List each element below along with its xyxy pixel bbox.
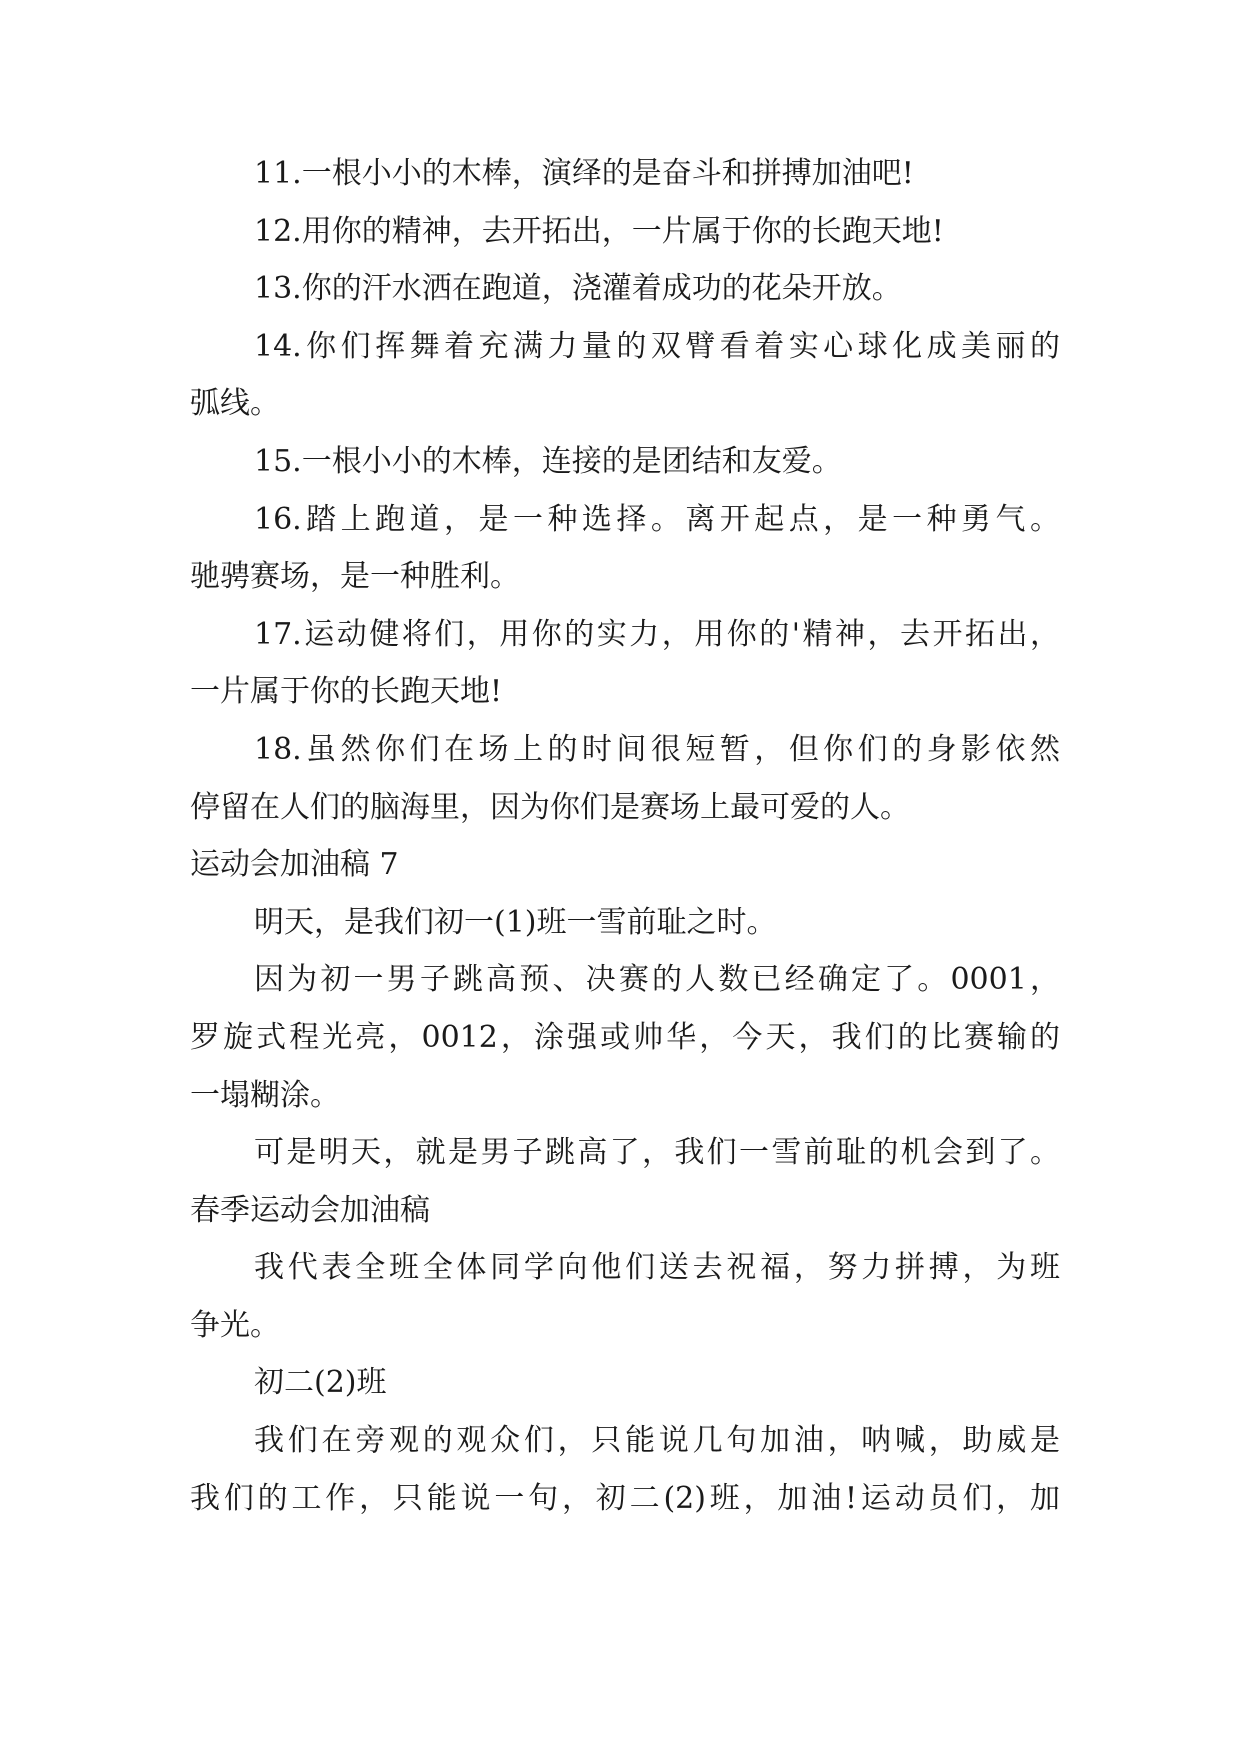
text-line: 一片属于你的长跑天地! — [190, 674, 503, 710]
text-line: 11.一根小小的木棒，演绎的是奋斗和拼搏加油吧! — [254, 156, 914, 191]
text-line: 初二(2)班 — [254, 1365, 387, 1401]
text-line: 14.你们挥舞着充满力量的双臂看着实心球化成美丽的 — [254, 328, 1060, 364]
text-line: 停留在人们的脑海里，因为你们是赛场上最可爱的人。 — [190, 789, 910, 825]
text-line: 因为初一男子跳高预、决赛的人数已经确定了。0001， — [254, 962, 1060, 998]
text-line: 16.踏上跑道，是一种选择。离开起点，是一种勇气。 — [254, 501, 1060, 537]
document-body — [190, 145, 1060, 1527]
text-line: 运动会加油稿 7 — [190, 847, 399, 883]
text-line: 17.运动健将们，用你的实力，用你的'精神，去开拓出， — [254, 616, 1060, 652]
text-line: 驰骋赛场，是一种胜利。 — [190, 559, 520, 595]
text-line: 我们的工作，只能说一句，初二(2)班，加油!运动员们，加 — [190, 1480, 1060, 1516]
text-line: 15.一根小小的木棒，连接的是团结和友爱。 — [254, 443, 842, 479]
text-line: 12.用你的精神，去开拓出，一片属于你的长跑天地! — [254, 213, 944, 249]
text-line: 一塌糊涂。 — [190, 1077, 340, 1113]
text-line: 弧线。 — [190, 386, 280, 422]
text-line: 争光。 — [190, 1307, 280, 1343]
text-line: 我代表全班全体同学向他们送去祝福，努力拼搏，为班 — [254, 1250, 1060, 1286]
text-line: 我们在旁观的观众们，只能说几句加油，呐喊，助威是 — [254, 1423, 1060, 1459]
text-line: 罗旋式程光亮，0012，涂强或帅华，今天，我们的比赛输的 — [190, 1019, 1060, 1055]
text-line: 18.虽然你们在场上的时间很短暂，但你们的身影依然 — [254, 731, 1060, 767]
text-line: 明天，是我们初一(1)班一雪前耻之时。 — [254, 904, 777, 940]
text-line: 13.你的汗水洒在跑道，浇灌着成功的花朵开放。 — [254, 271, 902, 307]
text-line: 春季运动会加油稿 — [190, 1192, 430, 1228]
text-line: 可是明天，就是男子跳高了，我们一雪前耻的机会到了。 — [254, 1135, 1060, 1171]
